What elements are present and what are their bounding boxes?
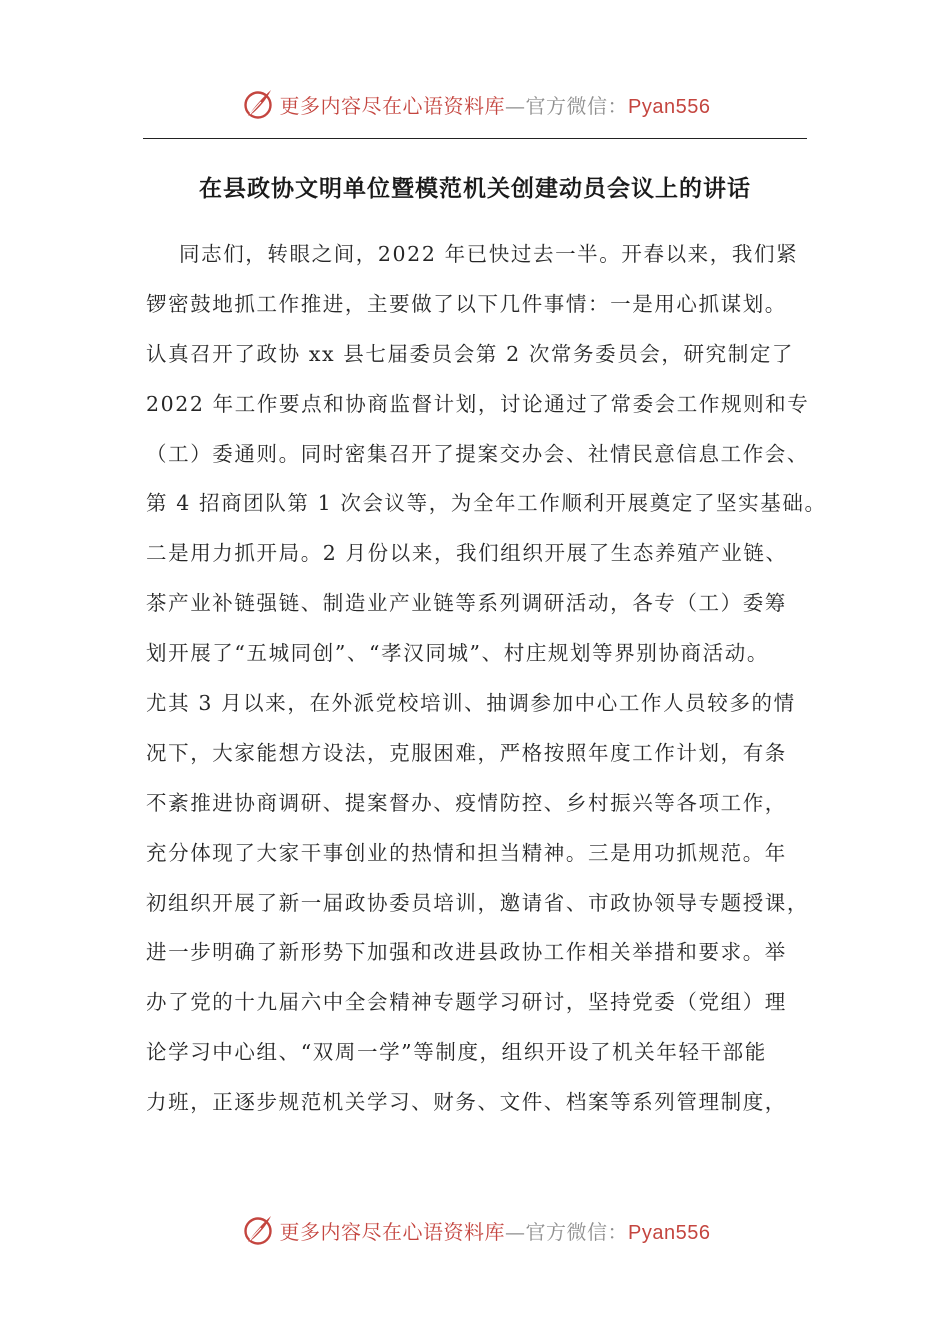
wechat-id: Pyan556 [628,1221,711,1244]
wechat-id: Pyan556 [628,95,711,118]
body-line: 划开展了“五城同创”、“孝汉同城”、村庄规划等界别协商活动。 [146,641,769,666]
body-line: 论学习中心组、“双周一学”等制度，组织开设了机关年轻干部能 [146,1040,767,1065]
body-line: 充分体现了大家干事创业的热情和担当精神。三是用功抓规范。年 [146,840,787,865]
quill-pen-logo-icon [240,86,276,122]
body-line: 进一步明确了新形势下加强和改进县政协工作相关举措和要求。举 [146,940,787,965]
header-banner-text: 更多内容尽在心语资料库—官方微信：Pyan556 [279,93,711,118]
body-line: 锣密鼓地抓工作推进，主要做了以下几件事情：一是用心抓谋划。 [146,291,787,316]
header-banner [0,84,950,124]
body-line: （工）委通则。同时密集召开了提案交办会、社情民意信息工作会、 [146,441,809,466]
body-line: 初组织开展了新一届政协委员培训，邀请省、市政协领导专题授课， [146,890,809,915]
body-line: 二是用力抓开局。2 月份以来，我们组织开展了生态养殖产业链、 [146,541,788,566]
document-title: 在县政协文明单位暨模范机关创建动员会议上的讲话 [199,175,751,202]
body-line: 2022 年工作要点和协商监督计划，讨论通过了常委会工作规则和专 [146,391,810,416]
body-line: 尤其 3 月以来，在外派党校培训、抽调参加中心工作人员较多的情 [146,691,796,716]
body-line: 认真召开了政协 xx 县七届委员会第 2 次常务委员会，研究制定了 [146,341,795,366]
quill-pen-logo-icon [240,1212,276,1248]
header-divider [143,138,807,139]
body-line: 不紊推进协商调研、提案督办、疫情防控、乡村振兴等各项工作， [146,790,787,815]
body-line: 第 4 招商团队第 1 次会议等，为全年工作顺利开展奠定了坚实基础。 [146,491,827,516]
body-line: 办了党的十九届六中全会精神专题学习研讨，坚持党委（党组）理 [146,990,787,1015]
body-line: 茶产业补链强链、制造业产业链等系列调研活动，各专（工）委筹 [146,591,787,616]
body-line: 同志们，转眼之间，2022 年已快过去一半。开春以来，我们紧 [179,242,799,266]
body-line: 况下，大家能想方设法，克服困难，严格按照年度工作计划，有条 [146,740,787,765]
body-line: 力班，正逐步规范机关学习、财务、文件、档案等系列管理制度， [146,1090,787,1115]
footer-banner-text: 更多内容尽在心语资料库—官方微信：Pyan556 [279,1219,711,1244]
document-body [146,234,827,1132]
footer-banner [0,1210,950,1250]
